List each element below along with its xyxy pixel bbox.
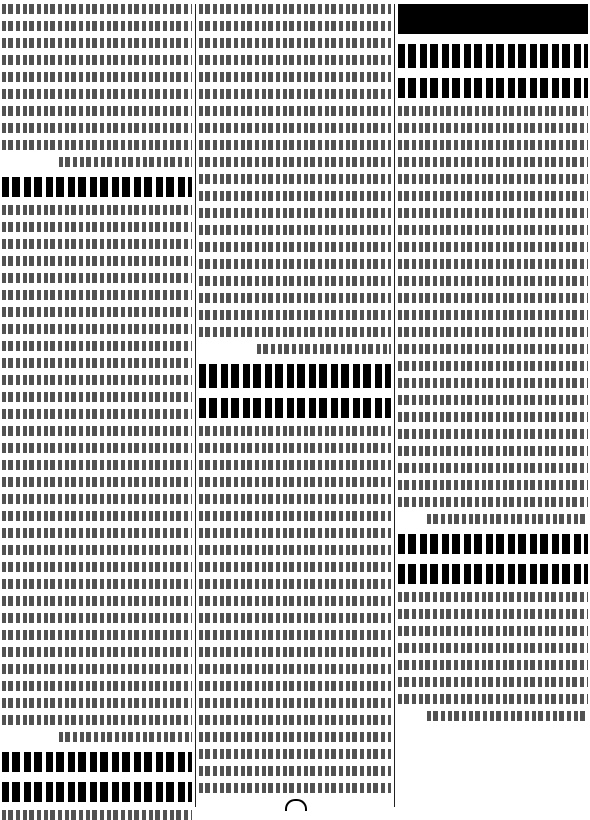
article-body — [199, 4, 391, 354]
subheadline — [398, 78, 588, 98]
headline — [398, 44, 588, 68]
article-body — [398, 106, 588, 524]
footer-logo — [285, 799, 307, 811]
middle-column — [199, 4, 391, 807]
article-body — [2, 4, 192, 167]
section-banner — [398, 4, 588, 34]
article-body — [398, 592, 588, 721]
headline — [398, 534, 588, 554]
column-divider — [195, 4, 196, 807]
column-divider — [394, 4, 395, 807]
headline — [2, 177, 192, 197]
subheadline — [199, 398, 391, 418]
article-body — [2, 810, 192, 820]
article-body — [2, 205, 192, 742]
headline — [2, 752, 192, 772]
right-column — [398, 4, 588, 807]
headline — [199, 364, 391, 388]
subheadline — [398, 564, 588, 584]
subheadline — [2, 782, 192, 802]
article-body — [199, 426, 391, 793]
left-column — [2, 4, 192, 807]
